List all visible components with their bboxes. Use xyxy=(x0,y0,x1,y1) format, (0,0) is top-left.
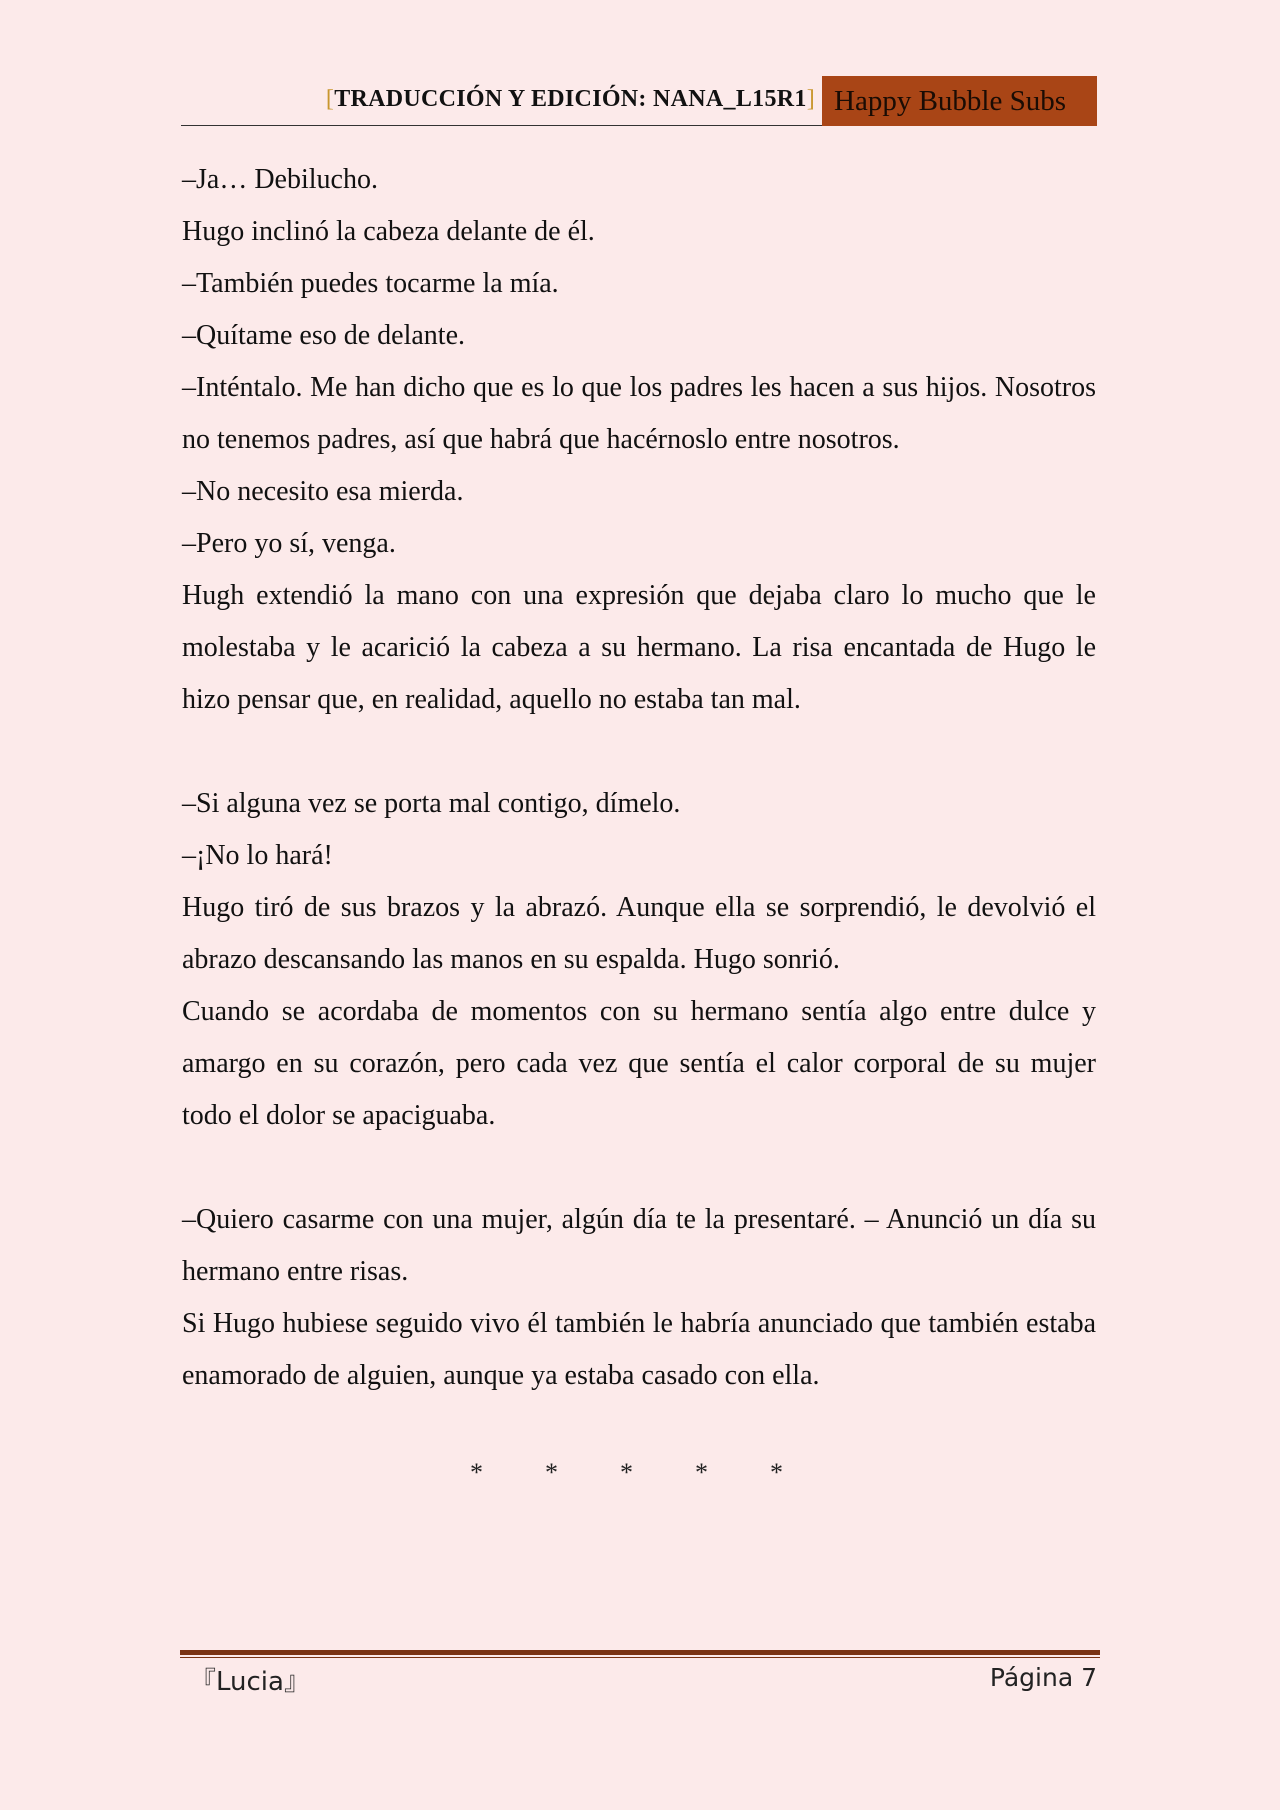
paragraph: –Ja… Debilucho. xyxy=(182,164,378,195)
group-badge: Happy Bubble Subs xyxy=(822,76,1097,126)
header-rule xyxy=(181,125,823,126)
translation-credit xyxy=(326,86,815,113)
footer-rule xyxy=(180,1650,1100,1655)
paragraph: Hugh extendió la mano con una expresión que dejaba claro lo mucho que le molestaba y le acarició la cabeza a su hermano. La risa encantada de Hugo le hizo pensar que, en realidad, aquello no estaba tan mal. xyxy=(182,580,1096,715)
credit-bracket-open: [ xyxy=(325,86,335,112)
page-header xyxy=(181,76,1097,127)
body-text xyxy=(182,154,1096,1402)
paragraph: –También puedes tocarme la mía. xyxy=(182,268,559,299)
asterisk: * xyxy=(695,1458,708,1487)
paragraph: –No necesito esa mierda. xyxy=(182,476,464,507)
asterisk: * xyxy=(770,1458,783,1487)
asterisk: * xyxy=(470,1458,483,1487)
paragraph: Hugo tiró de sus brazos y la abrazó. Aunque ella se sorprendió, le devolvió el abrazo descansando las manos en su espalda. Hugo sonrió. xyxy=(182,892,1096,975)
page-number: Página 7 xyxy=(989,1663,1097,1692)
paragraph: Hugo inclinó la cabeza delante de él. xyxy=(182,216,595,247)
paragraph: Si Hugo hubiese seguido vivo él también le habría anunciado que también estaba enamorado de alguien, aunque ya estaba casado con ella. xyxy=(182,1308,1096,1391)
paragraph: Cuando se acordaba de momentos con su hermano sentía algo entre dulce y amargo en su corazón, pero cada vez que sentía el calor corporal de su mujer todo el dolor se apaciguaba. xyxy=(182,996,1096,1131)
credit-bracket-close: ] xyxy=(806,86,815,112)
footer-rule-thin xyxy=(180,1657,1100,1658)
paragraph: –Si alguna vez se porta mal contigo, dímelo. xyxy=(182,788,681,819)
blank-line xyxy=(182,1142,1096,1194)
credit-text: TRADUCCIÓN Y EDICIÓN: NANA_L15R1 xyxy=(334,86,807,112)
blank-line xyxy=(182,726,1096,778)
scene-separator xyxy=(470,1458,845,1488)
paragraph: –Inténtalo. Me han dicho que es lo que los padres les hacen a sus hijos. Nosotros no tenemos padres, así que habrá que hacérnoslo entre nosotros. xyxy=(182,372,1096,455)
asterisk: * xyxy=(545,1458,558,1487)
paragraph: –Quítame eso de delante. xyxy=(182,320,466,351)
asterisk: * xyxy=(620,1458,633,1487)
book-title: 『Lucia』 xyxy=(190,1667,310,1697)
paragraph: –Pero yo sí, venga. xyxy=(182,528,396,559)
paragraph: –¡No lo hará! xyxy=(182,840,333,871)
paragraph: –Quiero casarme con una mujer, algún día te la presentaré. – Anunció un día su hermano entre risas. xyxy=(182,1204,1096,1287)
